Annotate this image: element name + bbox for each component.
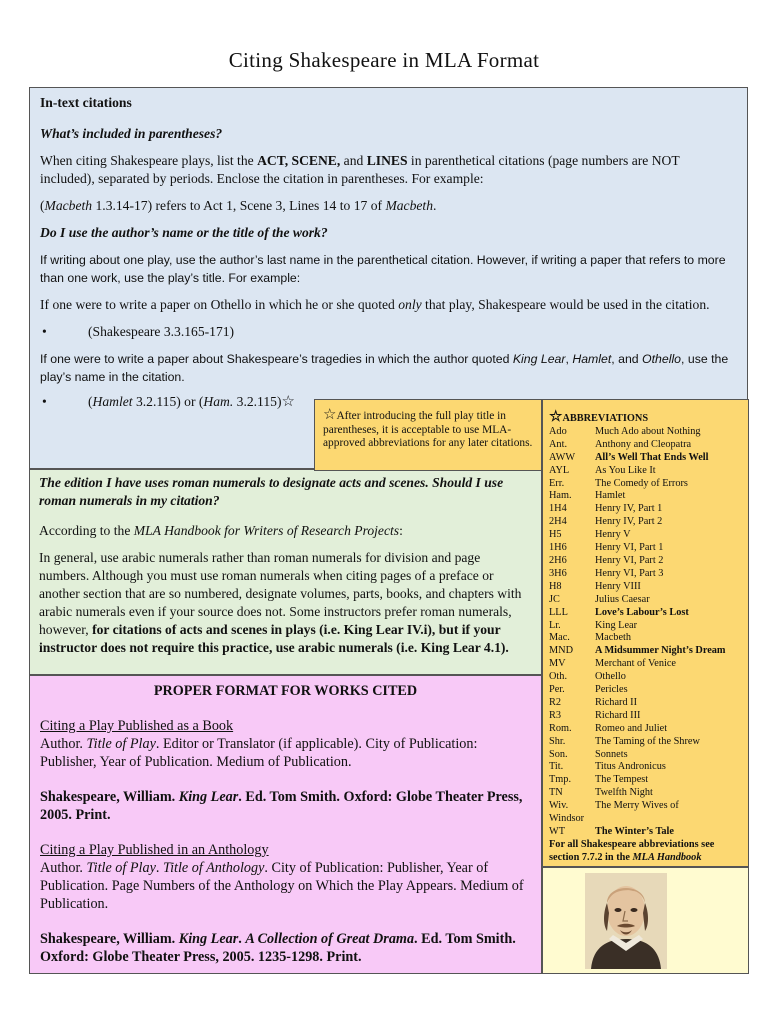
abbreviation-code: Ham. (549, 490, 572, 502)
anthology-format: Citing a Play Published in an Anthology Author. Title of Play. Title of Anthology. City of Publication: Publisher, Year of Publication. Page Numbers of the Anthology on Which the Play Appears. Medium of Publication. (40, 842, 524, 912)
abbreviation-row (549, 697, 744, 710)
abbreviation-row (549, 658, 744, 671)
abbreviation-row (549, 761, 744, 774)
bullet-icon: • (42, 394, 47, 409)
abbreviation-play-title: Richard III (595, 709, 641, 721)
bullet-item-1: • (Shakespeare 3.3.165-171) (42, 324, 235, 339)
abbreviation-row (549, 723, 744, 736)
abbreviation-row (549, 452, 744, 465)
abbreviation-row (549, 581, 744, 594)
abbreviation-row (549, 426, 744, 439)
abbreviation-row (549, 465, 744, 478)
star-icon: ☆ (549, 409, 563, 425)
abbreviation-row (549, 607, 744, 620)
abbreviation-row (549, 594, 744, 607)
works-cited-section (29, 675, 542, 974)
abbreviation-play-title: Titus Andronicus (595, 761, 666, 773)
abbreviation-code: Ado (549, 425, 567, 437)
abbreviation-row (549, 555, 744, 568)
abbreviation-play-title: Macbeth (595, 632, 632, 644)
abbreviation-row (549, 529, 744, 542)
abbreviation-row (549, 826, 744, 839)
abbreviations-footnote: For all Shakespeare abbreviations see section 7.7.2 in the MLA Handbook (549, 838, 715, 863)
abbreviation-row (549, 774, 744, 787)
intext-example: (Macbeth 1.3.14-17) refers to Act 1, Scene 3, Lines 14 to 17 of Macbeth. (40, 198, 437, 213)
bullet-item-2: • (Hamlet 3.2.115) or (Ham. 3.2.115)☆ (42, 394, 295, 410)
abbreviation-code: H5 (549, 529, 562, 541)
abbreviation-code: Tmp. (549, 774, 572, 786)
abbreviation-row (549, 516, 744, 529)
abbreviation-row (549, 749, 744, 762)
roman-paragraph-1: According to the MLA Handbook for Writers of Research Projects: (39, 523, 403, 538)
abbreviation-play-title (595, 813, 744, 826)
abbreviation-code: JC (549, 593, 560, 605)
abbreviation-code: LLL (549, 606, 568, 618)
abbreviation-play-title: Henry VI, Part 3 (595, 567, 664, 579)
works-cited-heading: PROPER FORMAT FOR WORKS CITED (153, 683, 418, 699)
intext-paragraph-3: If one were to write a paper on Othello in which he or she quoted only that play, Shakespeare would be used in the citation. (40, 297, 710, 312)
abbreviation-code: Oth. (549, 671, 568, 683)
abbreviation-play-title: A Midsummer Night’s Dream (595, 645, 726, 657)
abbreviation-code: Shr. (549, 735, 566, 747)
abbreviation-play-title: Henry VI, Part 2 (595, 554, 664, 566)
abbreviation-code: MV (549, 658, 566, 670)
abbreviation-row (549, 620, 744, 633)
abbreviation-play-title: Richard II (595, 696, 638, 708)
abbreviation-play-title: Henry VI, Part 1 (595, 542, 664, 554)
note-text: After introducing the full play title in parentheses, it is acceptable to use MLA-approved abbreviations for any later citations. (323, 410, 533, 449)
abbreviation-code: Wiv. (549, 800, 569, 812)
abbreviation-row (549, 542, 744, 555)
anthology-subheading: Citing a Play Published in an Anthology (40, 842, 269, 858)
shakespeare-portrait-icon (585, 873, 667, 969)
abbreviation-code: Mac. (549, 632, 570, 644)
abbreviations-list (549, 426, 744, 839)
abbreviation-play-title: The Winter’s Tale (595, 826, 674, 837)
abbreviation-row (549, 813, 744, 826)
abbreviation-play-title: Twelfth Night (595, 787, 653, 799)
abbreviation-play-title: King Lear (595, 619, 638, 631)
abbreviation-play-title: Othello (595, 671, 626, 683)
abbreviation-play-title: Love’s Labour’s Lost (595, 606, 689, 618)
abbreviation-row (549, 671, 744, 684)
abbreviation-row (549, 439, 744, 452)
abbreviation-code: Per. (549, 684, 565, 696)
abbreviation-code: Son. (549, 748, 568, 760)
abbreviation-code: 1H6 (549, 542, 567, 554)
abbreviation-play-title: All’s Well That Ends Well (595, 451, 709, 463)
question-author-or-title: Do I use the author’s name or the title of the work? (40, 225, 328, 240)
intext-paragraph-4: If one were to write a paper about Shakespeare’s tragedies in which the author quoted King Lear, Hamlet, and Othello, use the play’s name in the citation. (40, 352, 729, 384)
intext-paragraph-1: When citing Shakespeare plays, list the ACT, SCENE, and LINES in parenthetical citations (page numbers are NOT included), separated by periods. Enclose the citation in parentheses. For example: (40, 153, 680, 186)
abbreviation-code: Lr. (549, 619, 561, 631)
abbreviation-play-title: The Tempest (595, 774, 649, 786)
star-icon: ☆ (323, 407, 337, 423)
book-subheading: Citing a Play Published as a Book (40, 718, 234, 734)
abbreviation-code: Err. (549, 477, 565, 489)
abbreviation-row (549, 478, 744, 491)
abbreviations-panel (542, 399, 749, 867)
abbreviation-code: AYL (549, 464, 570, 476)
abbreviation-row (549, 503, 744, 516)
abbreviation-play-title: Henry V (595, 529, 631, 541)
abbreviation-code: R3 (549, 709, 562, 721)
book-example: Shakespeare, William. King Lear. Ed. Tom Smith. Oxford: Globe Theater Press, 2005. Print. (40, 789, 523, 823)
abbreviation-code: TN (549, 787, 563, 799)
abbreviation-code: Tit. (549, 761, 564, 773)
abbreviation-row (549, 684, 744, 697)
intext-paragraph-2: If writing about one play, use the author’s last name in the parenthetical citation. However, if writing a paper that refers to more than one work, use the play’s title. For example: (40, 253, 726, 285)
abbreviation-code: WT (549, 826, 566, 837)
abbreviation-code: 3H6 (549, 567, 567, 579)
abbreviation-code: Windsor (549, 813, 585, 825)
book-format: Citing a Play Published as a Book Author. Title of Play. Editor or Translator (if applicable). City of Publication: Publisher, Year of Publication. Medium of Publication. (40, 718, 478, 770)
abbreviation-code: 2H6 (549, 554, 567, 566)
abbreviation-play-title: Pericles (595, 684, 628, 696)
abbreviation-code: Ant. (549, 438, 568, 450)
abbreviation-play-title: Sonnets (595, 748, 628, 760)
abbreviation-code: 2H4 (549, 516, 567, 528)
abbreviation-row (549, 710, 744, 723)
abbreviation-play-title: The Taming of the Shrew (595, 735, 700, 747)
abbreviation-play-title: The Comedy of Errors (595, 477, 688, 489)
abbreviations-heading: ☆ABBREVIATIONS (549, 409, 649, 425)
page-title: Citing Shakespeare in MLA Format (228, 48, 540, 72)
abbreviation-play-title: As You Like It (595, 464, 656, 476)
abbreviation-play-title: Julius Caesar (595, 593, 650, 605)
abbreviation-play-title: Henry VIII (595, 580, 641, 592)
abbreviation-play-title: Merchant of Venice (595, 658, 677, 670)
abbreviation-code: Rom. (549, 722, 572, 734)
abbreviation-row (549, 645, 744, 658)
abbreviation-code: AWW (549, 451, 576, 463)
abbreviation-code: R2 (549, 696, 562, 708)
abbreviation-note (314, 399, 542, 471)
abbreviation-play-title: Henry IV, Part 1 (595, 503, 663, 515)
question-parentheses: What’s included in parentheses? (40, 126, 223, 141)
abbreviation-row (549, 490, 744, 503)
star-icon: ☆ (281, 394, 295, 410)
anthology-example: Shakespeare, William. King Lear. A Collection of Great Drama. Ed. Tom Smith. Oxford: Globe Theater Press, 2005. 1235-1298. Print. (40, 931, 516, 965)
abbreviation-play-title: Hamlet (595, 490, 626, 502)
abbreviation-row (549, 787, 744, 800)
abbreviation-play-title: Romeo and Juliet (595, 722, 668, 734)
intext-heading: In-text citations (40, 95, 132, 110)
roman-question: The edition I have uses roman numerals to designate acts and scenes. Should I use roman numerals in my citation? (39, 475, 504, 508)
roman-paragraph-2: In general, use arabic numerals rather than roman numerals for division and page numbers. Although you must use roman numerals when citing pages of a preface or another section that are so numbered, designate volumes, parts, books, and chapters with arabic numerals even if your source does not. Some instructors prefer roman numerals, however, for citations of acts and scenes in plays (i.e. King Lear IV.i), but if your instructor does not require this practice, use arabic numerals (i.e. King Lear 4.1). (39, 550, 522, 655)
abbreviation-play-title: Anthony and Cleopatra (595, 438, 692, 450)
abbreviation-row (549, 800, 744, 813)
abbreviation-play-title: Much Ado about Nothing (595, 425, 701, 437)
abbreviation-row (549, 632, 744, 645)
abbreviation-play-title: The Merry Wives of (595, 800, 679, 812)
bullet-icon: • (42, 324, 47, 339)
abbreviation-code: 1H4 (549, 503, 567, 515)
roman-numerals-section (29, 469, 542, 675)
abbreviation-row (549, 736, 744, 749)
abbreviation-row (549, 568, 744, 581)
abbreviation-code: H8 (549, 580, 562, 592)
abbreviation-code: MND (549, 645, 574, 657)
abbreviation-play-title: Henry IV, Part 2 (595, 516, 663, 528)
